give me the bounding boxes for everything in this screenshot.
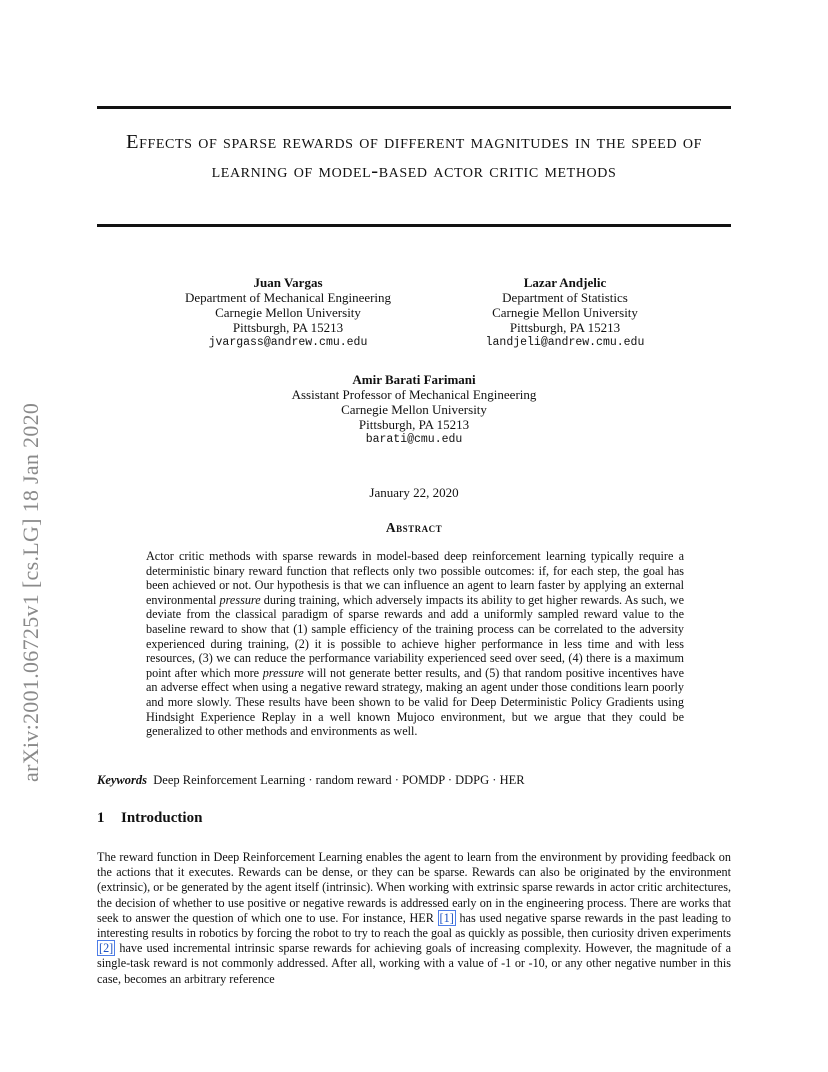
author-block-3 [264,372,564,447]
paper-title: Effects of sparse rewards of different magnitudes in the speed of learning of model-based actor critic methods [125,131,702,182]
author-dept: Department of Mechanical Engineering [184,290,392,305]
author-name: Lazar Andjelic [523,275,607,290]
author-name: Amir Barati Farimani [352,372,476,387]
author-city: Pittsburgh, PA 15213 [509,320,621,335]
section-title: Introduction [121,810,203,826]
abstract-heading: Abstract [385,520,443,535]
author-city: Pittsburgh, PA 15213 [358,417,470,432]
keywords-text: Deep Reinforcement Learning · random reward · POMDP · DDPG · HER [153,773,525,787]
keywords-line [97,773,731,788]
title-rule-top [97,106,731,109]
author-block-1 [160,275,416,350]
author-dept: Assistant Professor of Mechanical Engineering [291,387,537,402]
author-email[interactable]: barati@cmu.edu [365,433,463,446]
author-block-2 [470,275,660,350]
author-univ: Carnegie Mellon University [215,305,361,320]
citation-link[interactable]: [1] [439,910,454,925]
paper-date: January 22, 2020 [369,485,459,500]
keywords-label: Keywords [97,773,147,787]
section-heading-introduction [97,810,202,827]
abstract-text: Actor critic methods with sparse rewards in model-based deep reinforcement learning typically require a deterministic binary reward function that reflects only two possible outcomes: if, for each step, the goal has been achieved or not. Our hypothesis is that we can influence an agent to learn faster by applying an external environmental pressure during training, which adversely impacts its ability to get higher rewards. As such, we deviate from the classical paradigm of sparse rewards and add a uniformly sampled reward value to the baseline reward to show that (1) sample efficiency of the training process can be correlated to the adversity experienced during training, (2) it is possible to achieve higher performance in less time and with less resources, (3) we can reduce the performance variability experienced seed over seed, (4) there is a maximum point after which more pressure will not generate better results, and (5) that random positive incentives have an adverse effect when using a negative reward strategy, making an agent under those conditions learn poorly and more slowly. These results have been shown to be valid for Deep Deterministic Policy Gradients using Hindsight Experience Replay in a well known Mujoco environment, but we argue that they could be generalized to other methods and environments as well. [146,549,685,739]
section-number: 1 [97,810,105,826]
author-email[interactable]: landjeli@andrew.cmu.edu [485,336,645,349]
citation-link[interactable]: [2] [99,941,114,956]
arxiv-stamp: arXiv:2001.06725v1 [cs.LG] 18 Jan 2020 [18,402,43,782]
author-univ: Carnegie Mellon University [341,402,487,417]
author-city: Pittsburgh, PA 15213 [232,320,344,335]
introduction-paragraph: The reward function in Deep Reinforcement Learning enables the agent to learn from the environment by providing feedback on the actions that it executes. Rewards can be dense, or they can be sparse. Rewards can also be originated by the environment (extrinsic), or be generated by the agent itself (intrinsic). When working with extrinsic sparse rewards in actor critic architectures, the decision of whether to use positive or negative rewards is addressed early on in the engineering process. There are works that seek to answer the question of which one to use. For instance, HER [1] has used negative sparse rewards in the past leading to interesting results in robotics by forcing the robot to try to reach the goal as quickly as possible, then curiosity driven experiments [2] have used incremental intrinsic sparse rewards for achieving goals of increasing complexity. However, the magnitude of a single-task reward is not commonly addressed. After all, working with a value of -1 or -10, or any other negative number in this case, becomes an arbitrary reference [97,850,731,986]
title-rule-bottom [97,224,731,227]
author-name: Juan Vargas [253,275,323,290]
author-univ: Carnegie Mellon University [492,305,638,320]
author-dept: Department of Statistics [502,290,628,305]
author-email[interactable]: jvargass@andrew.cmu.edu [208,336,368,349]
